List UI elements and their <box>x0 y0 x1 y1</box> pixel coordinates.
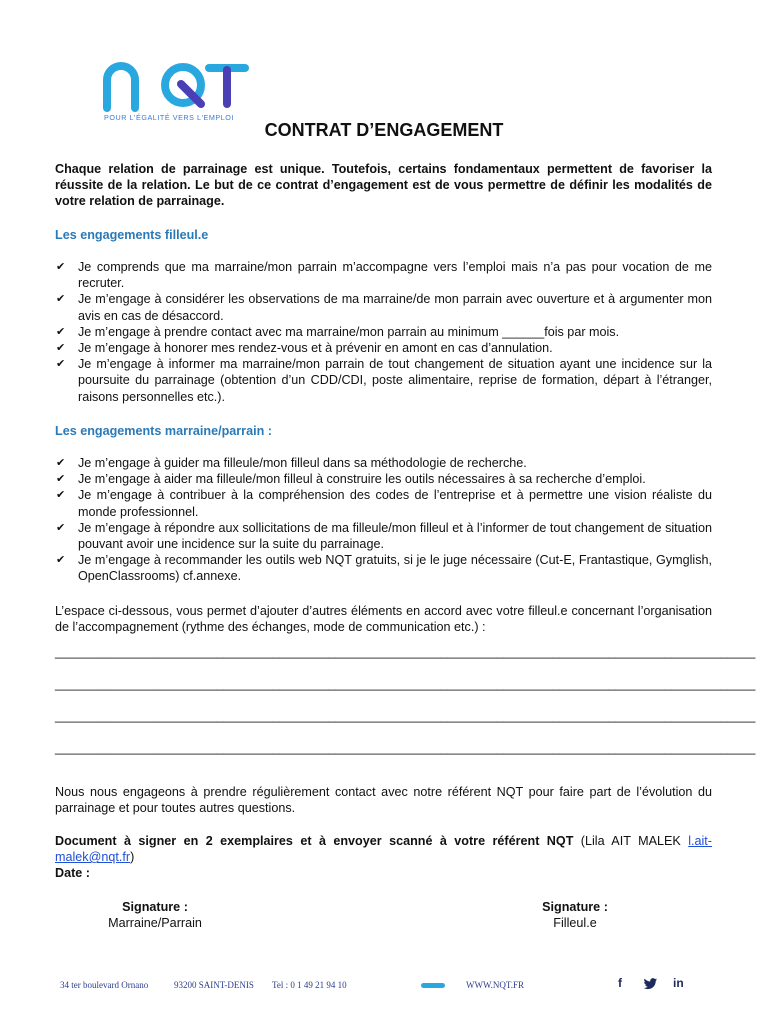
espace-paragraph: L’espace ci-dessous, vous permet d’ajouter d’autres éléments en accord avec votre filleul.e concernant l’organisation de l’accompagnement (rythme des échanges, mode de communication etc.) : <box>55 604 712 635</box>
check-icon: ✔ <box>56 325 66 338</box>
check-icon: ✔ <box>56 489 66 502</box>
document-note <box>55 833 712 865</box>
list-item: ✔ Je m’engage à honorer mes rendez-vous et à prévenir en amont en cas d’annulation. <box>56 341 553 356</box>
signature-label: Signature : <box>542 900 608 914</box>
section-title-filleul: Les engagements filleul.e <box>55 228 209 242</box>
page-title: CONTRAT D’ENGAGEMENT <box>264 120 504 140</box>
footer-website[interactable]: WWW.NQT.FR <box>466 980 524 990</box>
check-icon: ✔ <box>56 342 66 355</box>
blank-lines <box>55 645 756 773</box>
check-icon: ✔ <box>56 554 66 567</box>
contact-paragraph: Nous nous engageons à prendre régulièrement contact avec notre référent NQT pour faire part de l’évolution du parrainage et pour toutes autres questions. <box>55 785 712 816</box>
facebook-icon[interactable]: f <box>618 976 622 990</box>
signature-role: Marraine/Parrain <box>108 916 202 930</box>
intro-paragraph: Chaque relation de parrainage est unique. Toutefois, certains fondamentaux permettent de favoriser la réussite de la relation. Le but de ce contrat d’engagement est de vous permettre de définir les modalités de votre relation de parrainage. <box>55 162 712 209</box>
list-parrain <box>55 455 712 585</box>
list-item: ✔ Je m’engage à contribuer à la compréhension des codes de l’entreprise et à permettre une vision réaliste du monde professionnel. <box>56 488 712 519</box>
signature-role: Filleul.e <box>553 916 597 930</box>
logo-tagline: POUR L'ÉGALITÉ VERS L'EMPLOI <box>104 113 234 122</box>
footer-city: 93200 SAINT-DENIS <box>174 980 254 990</box>
check-icon: ✔ <box>56 457 66 469</box>
check-icon: ✔ <box>56 293 66 306</box>
signature-left <box>95 899 215 931</box>
blank-line[interactable]: ____________________________________________________________________________________________________ <box>55 709 756 723</box>
list-item: ✔ Je m’engage à prendre contact avec ma marraine/mon parrain au minimum ______fois par mois. <box>56 324 620 339</box>
list-item: ✔ Je comprends que ma marraine/mon parrain m’accompagne vers l’emploi mais n’a pas pour vocation de me recruter. <box>56 260 712 291</box>
signature-label: Signature : <box>122 900 188 914</box>
blank-line[interactable]: ____________________________________________________________________________________________________ <box>55 677 756 691</box>
list-filleul <box>55 259 712 405</box>
referent-email-link[interactable]: l.ait-malek@nqt.fr <box>55 834 712 865</box>
list-item: ✔ Je m’engage à aider ma filleule/mon filleul à construire les outils nécessaires à sa recherche d’emploi. <box>56 472 646 487</box>
signature-right <box>520 899 630 931</box>
footer-address: 34 ter boulevard Ornano <box>60 980 149 990</box>
list-item: ✔ Je m’engage à informer ma marraine/mon parrain de tout changement de situation ayant une incidence sur la poursuite du parrainage (obtention d’un CDD/CDI, poste alimentaire, reprise de formation, départ à l’étranger, raisons personnelles etc.). <box>56 357 712 404</box>
document-note-bold: Document à signer en 2 exemplaires et à envoyer scanné à votre référent NQT <box>55 834 574 848</box>
date-label: Date : <box>55 866 90 880</box>
list-item: ✔ Je m’engage à considérer les observations de ma marraine/de mon parrain avec ouverture et à argumenter mon avis en cas de désaccord. <box>56 292 712 323</box>
footer-accent-bar <box>421 983 445 988</box>
linkedin-icon[interactable]: in <box>673 976 684 990</box>
check-icon: ✔ <box>56 521 66 534</box>
section-title-parrain: Les engagements marraine/parrain : <box>55 424 272 438</box>
document-note-close: ) <box>130 850 135 865</box>
list-item: ✔ Je m’engage à recommander les outils web NQT gratuits, si je le juge nécessaire (Cut-E, Frantastique, Gymglish, OpenClassrooms) cf.annexe. <box>56 553 712 584</box>
footer-tel: Tel : 0 1 49 21 94 10 <box>272 980 347 990</box>
check-icon: ✔ <box>56 358 66 371</box>
twitter-icon[interactable] <box>643 978 658 990</box>
blank-line[interactable]: ____________________________________________________________________________________________________ <box>55 645 756 659</box>
check-icon: ✔ <box>56 261 66 273</box>
list-item: ✔ Je m’engage à répondre aux sollicitations de ma filleule/mon filleul et à l’informer de tout changement de situation pouvant avoir une incidence sur la suite du parrainage. <box>56 520 712 552</box>
check-icon: ✔ <box>56 473 66 486</box>
list-item: ✔ Je m’engage à guider ma filleule/mon filleul dans sa méthodologie de recherche. <box>56 456 527 470</box>
blank-line[interactable]: ____________________________________________________________________________________________________ <box>55 741 756 755</box>
document-note-text: (Lila AIT MALEK <box>573 834 689 848</box>
